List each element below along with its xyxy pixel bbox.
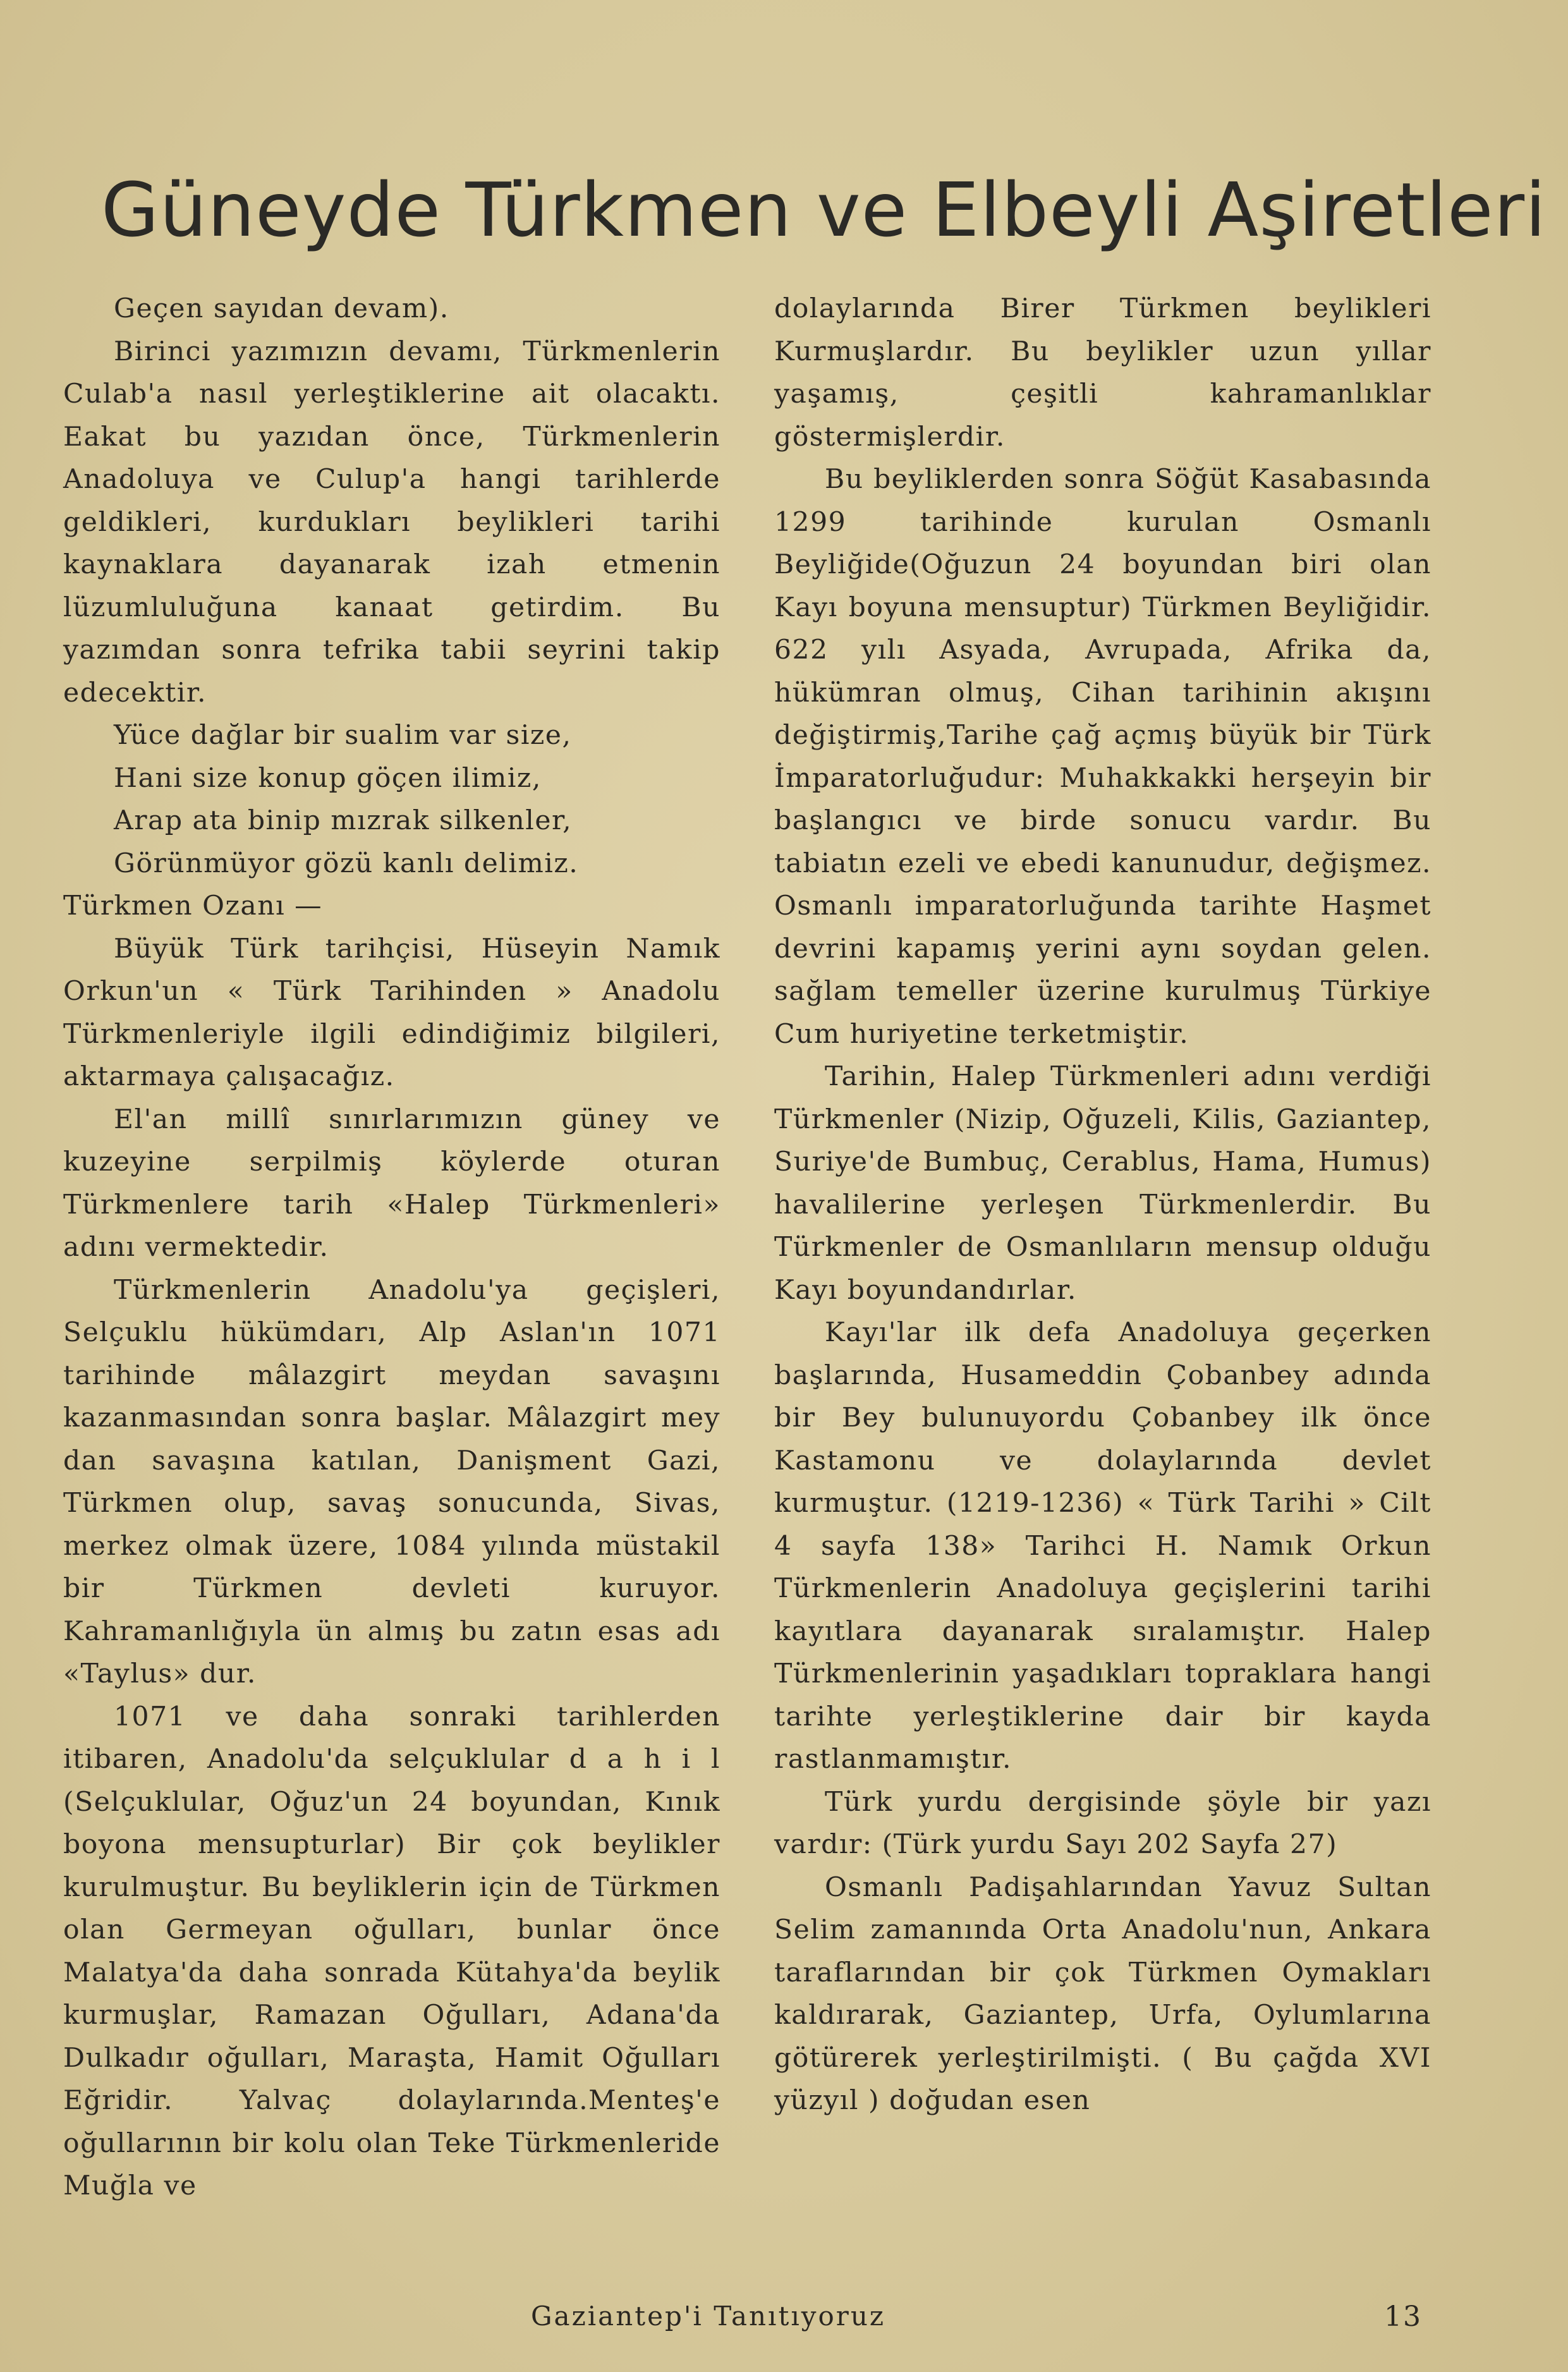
- paragraph: Osmanlı Padişahlarından Yavuz Sultan Selim zamanında Orta Anadolu'nun, Ankara taraflarından bir çok Türkmen Oymakları kaldırarak, Gaziantep, Urfa, Oylumlarına götürerek yerleştirilmişti. ( Bu çağda XVI yüzyıl ) doğudan esen: [774, 1871, 1431, 2116]
- poem-line: Yüce dağlar bir sualim var size,: [114, 720, 572, 751]
- paragraph: Türk yurdu dergisinde şöyle bir yazı vardır: (Türk yurdu Sayı 202 Sayfa 27): [774, 1786, 1431, 1860]
- page-footer: [63, 2301, 1447, 2345]
- paragraph: Bu beyliklerden sonra Söğüt Kasabasında 1299 tarihinde kurulan Osmanlı Beyliğide(Oğuzun 24 boyundan biri olan Kayı boyuna mensuptur) Türkmen Beyliğidir. 622 yılı Asyada, Avrupada, Afrika da, hükümran olmuş, Cihan tarihinin akışını değiştirmiş,Tarihe çağ açmış büyük bir Türk İmparatorluğudur: Muhakkakki herşeyin bir başlangıcı ve birde sonucu vardır. Bu tabiatın ezeli ve ebedi kanunudur, değişmez. Osmanlı imparatorluğunda tarihte Haşmet devrini kapamış yerini aynı soydan gelen. sağlam temeller üzerine kurulmuş Türkiye Cum huriyetine terketmiştir.: [774, 464, 1431, 1050]
- paragraph: Tarihin, Halep Türkmenleri adını verdiği Türkmenler (Nizip, Oğuzeli, Kilis, Gaziantep, Suriye'de Bumbuç, Cerablus, Hama, Humus) havalilerine yerleşen Türkmenlerdir. Bu Türkmenler de Osmanlıların mensup olduğu Kayı boyundandırlar.: [774, 1061, 1431, 1306]
- poem-line: Hani size konup göçen ilimiz,: [114, 762, 542, 794]
- paragraph: Birinci yazımızın devamı, Türkmenlerin Culab'a nasıl yerleştiklerine ait olacaktı. Eakat bu yazıdan önce, Türkmenlerin Anadoluya ve Culup'a hangi tarihlerde geldikleri, kurdukları beylikleri tarihi kaynaklara dayanarak izah etmenin lüzumluluğuna kanaat getirdim. Bu yazımdan sonra tefrika tabii seyrini takip edecektir.: [63, 336, 720, 709]
- right-column: [774, 288, 1431, 2122]
- paragraph: Kayı'lar ilk defa Anadoluya geçerken başlarında, Husameddin Çobanbey adında bir Bey bulunuyordu Çobanbey ilk önce Kastamonu ve dolaylarında devlet kurmuştur. (1219-1236) « Türk Tarihi » Cilt 4 sayfa 138» Tarihci H. Namık Orkun Türkmenlerin Anadoluya geçişlerini tarihi kayıtlara dayanarak sıralamıştır. Halep Türkmenlerinin yaşadıkları topraklara hangi tarihte yerleştiklerine dair bir kayda rastlanmamıştır.: [774, 1317, 1431, 1775]
- poem-line: Görünmüyor gözü kanlı delimiz.: [114, 848, 579, 879]
- article-title: Güneyde Türkmen ve Elbeyli Aşiretleri: [101, 166, 1547, 253]
- paragraph: Büyük Türk tarihçisi, Hüseyin Namık Orkun'un « Türk Tarihinden » Anadolu Türkmenleriyle ilgili edindiğimiz bilgileri, aktarmaya çalışacağız.: [63, 933, 720, 1092]
- paragraph: dolaylarında Birer Türkmen beylikleri Kurmuşlardır. Bu beylikler uzun yıllar yaşamış, çeşitli kahramanlıklar göstermişlerdir.: [774, 293, 1431, 453]
- paragraph: Geçen sayıdan devam).: [114, 293, 449, 324]
- left-column: [63, 288, 720, 2208]
- page-number: 13: [1384, 2301, 1422, 2333]
- publication-name: Gaziantep'i Tanıtıyoruz: [531, 2301, 886, 2332]
- poem-line: Arap ata binip mızrak silkenler,: [114, 805, 573, 836]
- poem-attribution: Türkmen Ozanı —: [63, 891, 323, 921]
- paragraph: Türkmenlerin Anadolu'ya geçişleri, Selçuklu hükümdarı, Alp Aslan'ın 1071 tarihinde mâlazgirt meydan savaşını kazanmasından sonra başlar. Mâlazgirt mey dan savaşına katılan, Danişment Gazi, Türkmen olup, savaş sonucunda, Sivas, merkez olmak üzere, 1084 yılında müstakil bir Türkmen devleti kuruyor. Kahramanlığıyla ün almış bu zatın esas adı «Taylus» dur.: [63, 1274, 720, 1689]
- paragraph: El'an millî sınırlarımızın güney ve kuzeyine serpilmiş köylerde oturan Türkmenlere tarih «Halep Türkmenleri» adını vermektedir.: [63, 1104, 720, 1263]
- paragraph: 1071 ve daha sonraki tarihlerden itibaren, Anadolu'da selçuklular d a h i l (Selçuklular, Oğuz'un 24 boyundan, Kınık boyona mensupturlar) Bir çok beylikler kurulmuştur. Bu beyliklerin için de Türkmen olan Germeyan oğulları, bunlar önce Malatya'da daha sonrada Kütahya'da beylik kurmuşlar, Ramazan Oğulları, Adana'da Dulkadır oğulları, Maraşta, Hamit Oğulları Eğridir. Yalvaç dolaylarında.Menteş'e oğullarının bir kolu olan Teke Türkmenleride Muğla ve: [63, 1701, 720, 2201]
